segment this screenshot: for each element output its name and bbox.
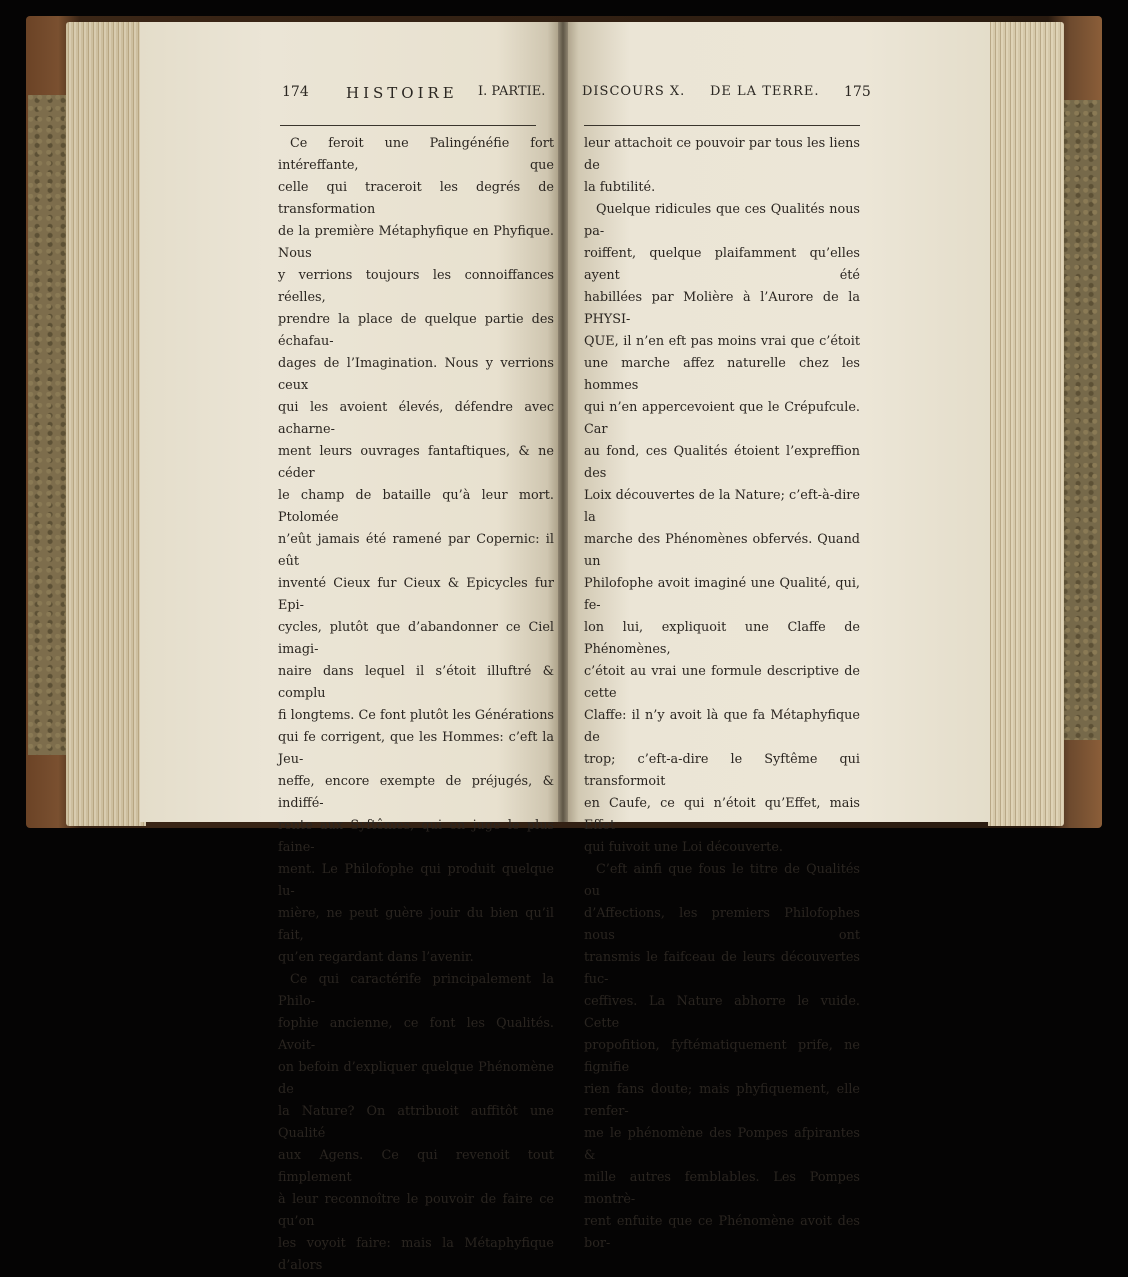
right-text-block (584, 133, 860, 1255)
text-line: les voyoit faire: mais la Métaphyfique d’alors (278, 1236, 554, 1273)
text-line: celle qui traceroit les degrés de transformation (278, 180, 554, 217)
left-text-block (278, 133, 554, 1277)
left-running-head (282, 84, 546, 108)
text-line: fi longtems. Ce font plutôt les Générations (278, 708, 554, 723)
right-running-head (582, 84, 872, 108)
text-line: une marche affez naturelle chez les hommes (584, 356, 860, 393)
right-running-title: DE LA TERRE. (710, 84, 820, 99)
text-line: qui fuivoit une Loi découverte. (584, 840, 783, 855)
text-line: trop; c’eft-a-dire le Syftême qui transformoit (584, 752, 860, 789)
text-line: C’eft ainfi que fous le titre de Qualités ou (584, 862, 860, 899)
text-line: Philofophe avoit imaginé une Qualité, qui, fe- (584, 576, 860, 613)
text-line: mière, ne peut guère jouir du bien qu’il fait, (278, 906, 554, 943)
text-line: qu’en regardant dans l’avenir. (278, 950, 474, 965)
text-line: dages de l’Imagination. Nous y verrions ceux (278, 356, 554, 393)
text-line: marche des Phénomènes obfervés. Quand un (584, 532, 860, 569)
text-line: n’eût jamais été ramené par Copernic: il eût (278, 532, 554, 569)
text-line: lon lui, expliquoit une Claffe de Phénomènes, (584, 620, 860, 657)
text-line: propofition, fyftématiquement prife, ne fignifie (584, 1038, 860, 1075)
text-line: qui fe corrigent, que les Hommes: c’eft la Jeu- (278, 730, 554, 767)
text-line: Loix découvertes de la Nature; c’eft-à-dire la (584, 488, 860, 525)
left-running-title: HISTOIRE (346, 84, 458, 102)
text-line: leur attachoit ce pouvoir par tous les liens de (584, 136, 860, 173)
text-line: neffe, encore exempte de préjugés, & indiffé- (278, 774, 554, 811)
text-line: le champ de bataille qu’à leur mort. Ptolomée (278, 488, 554, 525)
text-line: Ce qui caractérife principalement la Philo- (278, 972, 554, 1009)
text-line: la fubtilité. (584, 180, 656, 195)
left-page-number: 174 (282, 84, 309, 100)
text-line: mille autres femblables. Les Pompes montrè- (584, 1170, 860, 1207)
page-edges-left (66, 22, 146, 826)
text-line: en Caufe, ce qui n’étoit qu’Effet, mais Effet (584, 796, 860, 833)
text-line: me le phénomène des Pompes afpirantes & (584, 1126, 860, 1163)
text-line: Claffe: il n’y avoit là que fa Métaphyfique de (584, 708, 860, 745)
text-line: fophie ancienne, ce font les Qualités. Avoit- (278, 1016, 554, 1053)
page-edges-right (988, 22, 1064, 826)
text-line: ment. Le Philofophe qui produit quelque lu- (278, 862, 554, 899)
text-line: on befoin d’expliquer quelque Phénomène de (278, 1060, 554, 1097)
text-line: habillées par Molière à l’Aurore de la PHYSI- (584, 290, 860, 327)
right-page-number: 175 (844, 84, 871, 100)
text-line: d’Affections, les premiers Philofophes nous ont (584, 906, 860, 943)
text-line: rent enfuite que ce Phénomène avoit des bor- (584, 1214, 860, 1251)
text-line: roiffent, quelque plaifamment qu’elles ayent été (584, 246, 860, 283)
text-line: à leur reconnoître le pouvoir de faire ce qu’on (278, 1192, 554, 1229)
text-line: la Nature? On attribuoit auffitôt une Qualité (278, 1104, 554, 1141)
text-line: de la première Métaphyfique en Phyfique. Nous (278, 224, 554, 261)
text-line: transmis le faifceau de leurs découvertes fuc- (584, 950, 860, 987)
text-line: rien fans doute; mais phyfiquement, elle renfer- (584, 1082, 860, 1119)
book-gutter (558, 22, 568, 822)
right-head-rule (584, 125, 860, 126)
text-line: aux Agens. Ce qui revenoit tout fimplement (278, 1148, 554, 1185)
text-line: rente aux Syftêmes, qui en juge le plus faine- (278, 818, 554, 855)
marbled-board-left (28, 95, 70, 755)
text-line: QUE, il n’en eft pas moins vrai que c’étoit (584, 334, 860, 349)
text-line: Quelque ridicules que ces Qualités nous pa- (584, 202, 860, 239)
text-line: ment leurs ouvrages fantaftiques, & ne céder (278, 444, 554, 481)
text-line: ceffives. La Nature abhorre le vuide. Cette (584, 994, 860, 1031)
text-line: inventé Cieux fur Cieux & Epicycles fur Epi- (278, 576, 554, 613)
text-line: qui n’en appercevoient que le Crépufcule. Car (584, 400, 860, 437)
text-line: prendre la place de quelque partie des échafau- (278, 312, 554, 349)
left-part-label: I. PARTIE. (478, 84, 546, 99)
left-head-rule (280, 125, 536, 126)
text-line: cycles, plutôt que d’abandonner ce Ciel imagi- (278, 620, 554, 657)
right-running-left: DISCOURS X. (582, 84, 686, 99)
text-line: qui les avoient élevés, défendre avec acharne- (278, 400, 554, 437)
text-line: Ce feroit une Palingénéfie fort intéreffante, que (278, 136, 554, 173)
text-line: naire dans lequel il s’étoit illuftré & complu (278, 664, 554, 701)
text-line: au fond, ces Qualités étoient l’expreffion des (584, 444, 860, 481)
text-line: y verrions toujours les connoiffances réelles, (278, 268, 554, 305)
text-line: c’étoit au vrai une formule descriptive de cette (584, 664, 860, 701)
